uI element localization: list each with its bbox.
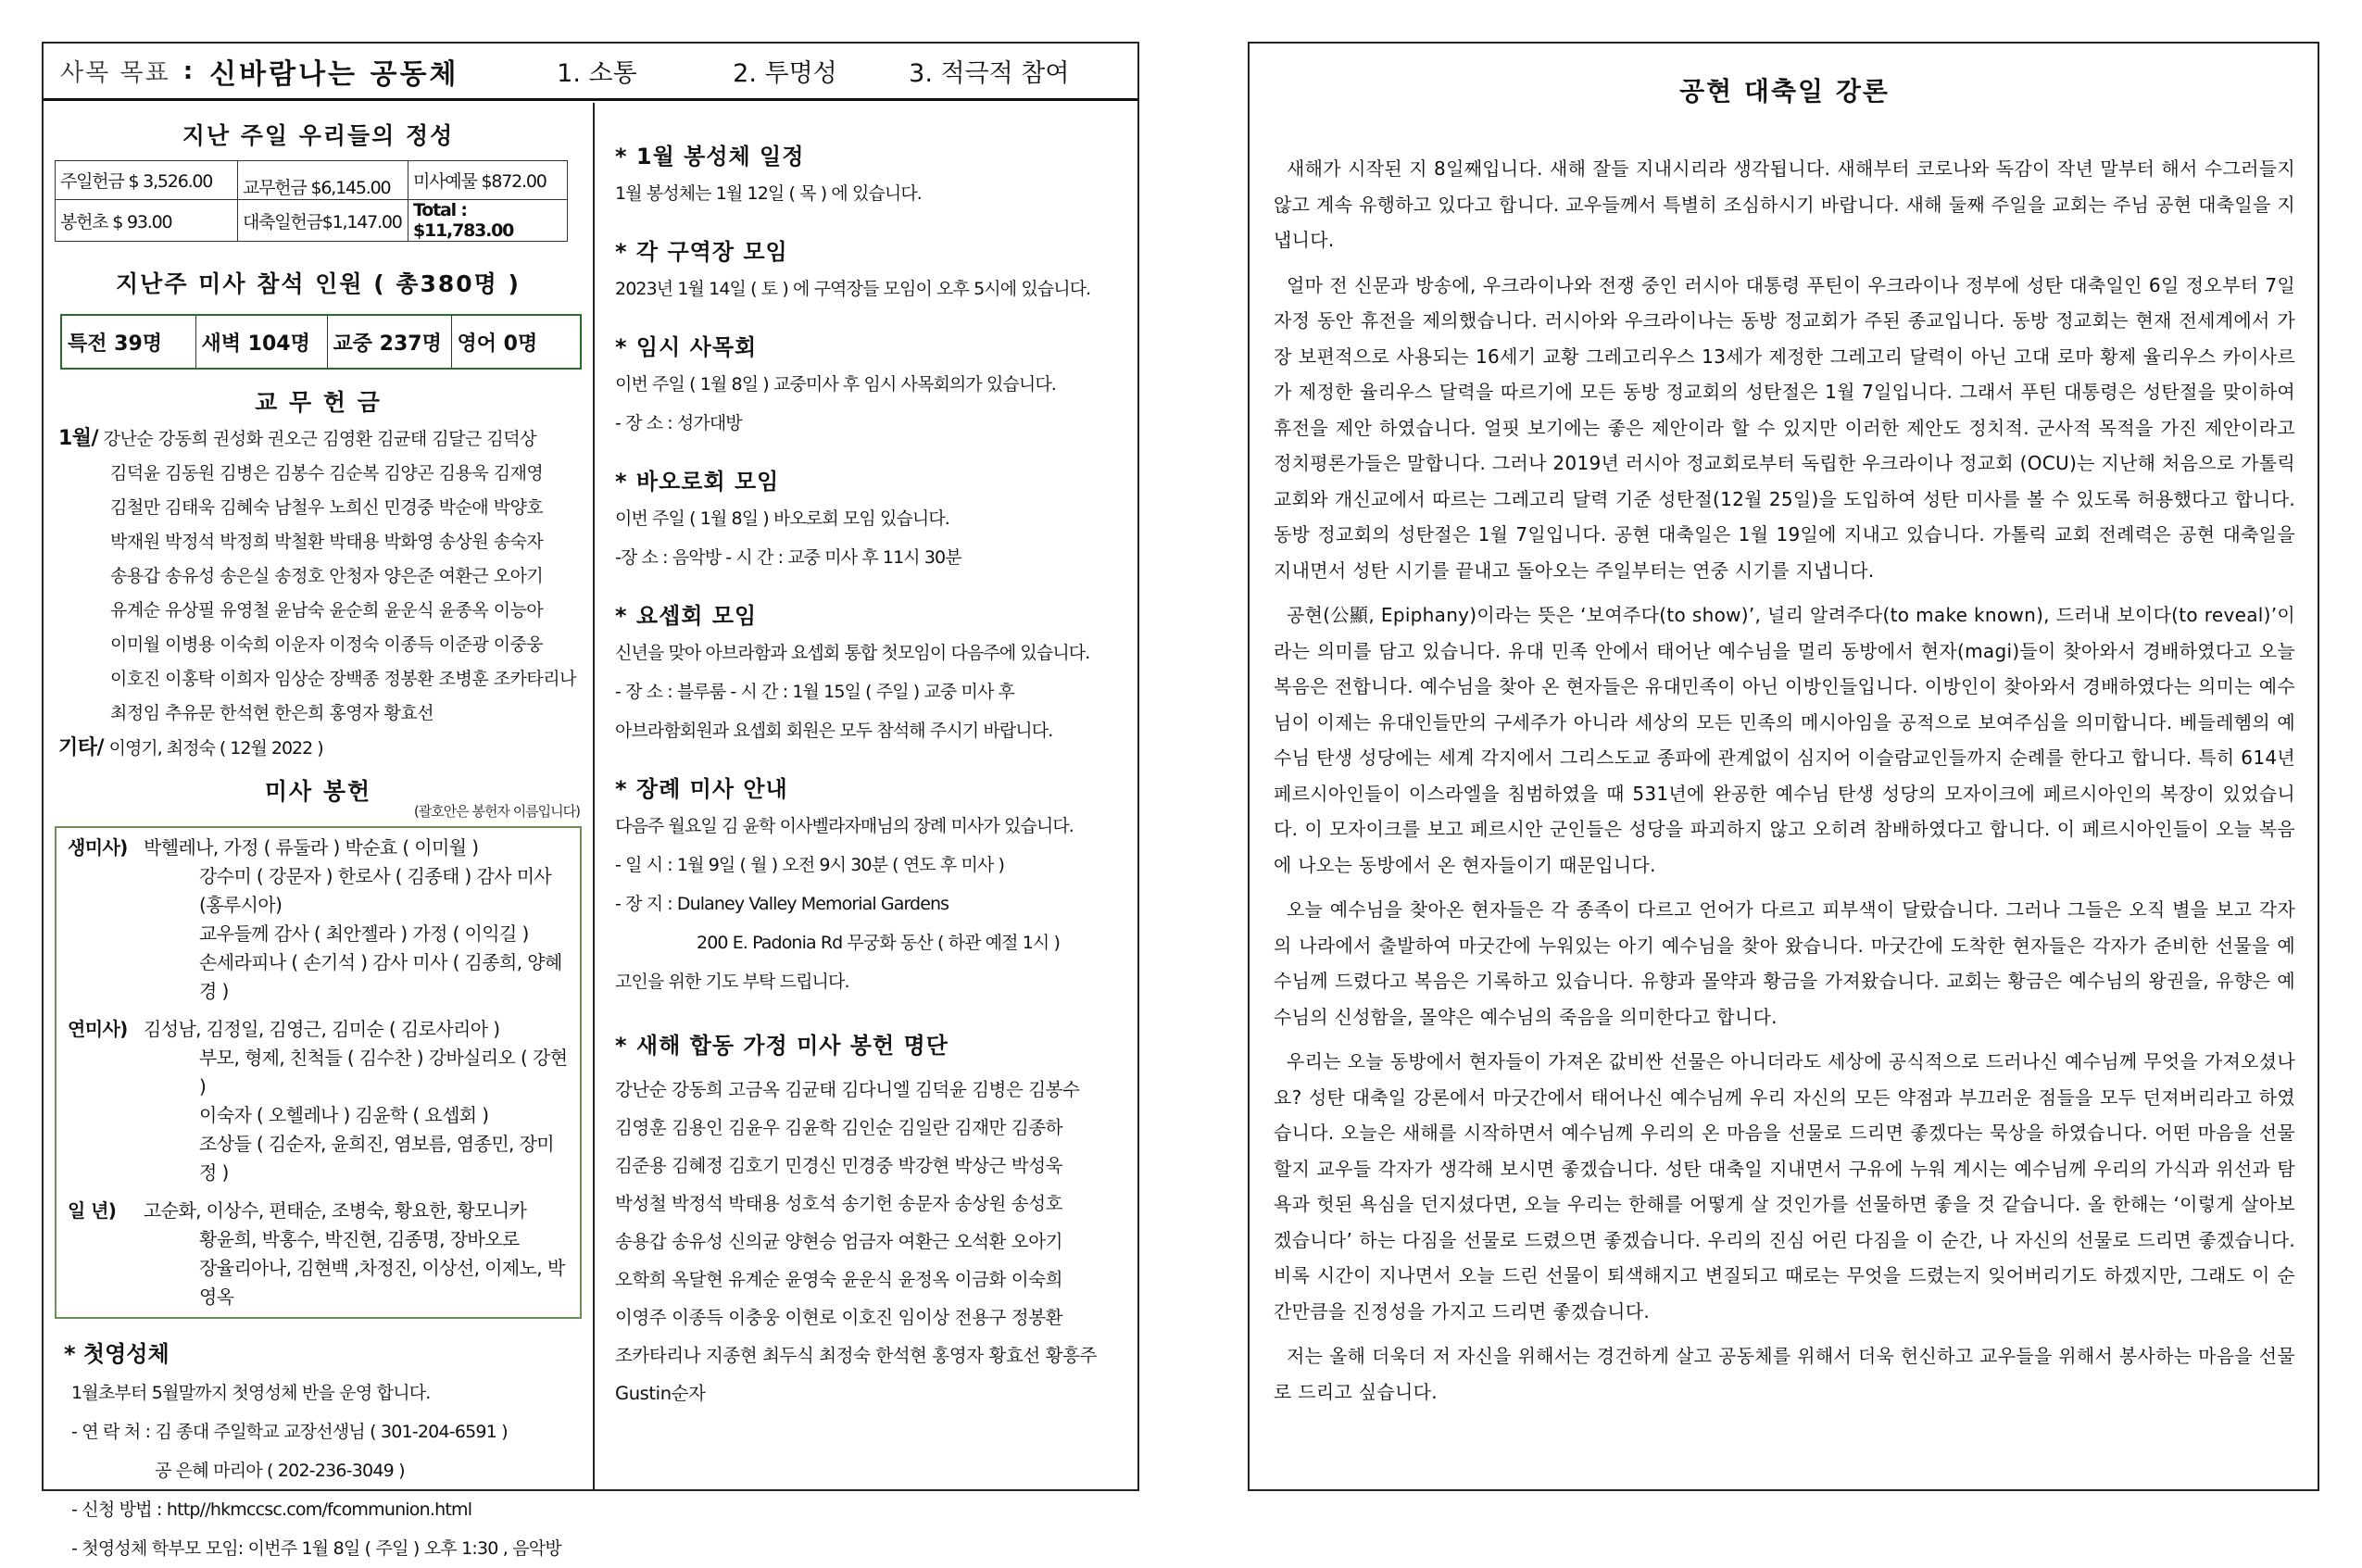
family-mass-name-list bbox=[615, 1071, 1121, 1412]
notice-line: 아브라함회원과 요셉회 회원은 모두 참석해 주시기 바랍니다. bbox=[615, 721, 1053, 741]
mass-line: 손세라피나 ( 손기석 ) 감사 미사 ( 김종희, 양혜경 ) bbox=[199, 951, 562, 1002]
epiphany-offering: 대축일헌금$1,147.00 bbox=[238, 200, 408, 242]
mass-offering-title: 미사 봉헌 bbox=[264, 778, 372, 805]
notice-line: 이번 주일 ( 1월 8일 ) 교중미사 후 임시 사목회의가 있습니다. bbox=[615, 374, 1056, 395]
mass-line: 부모, 형제, 친척들 ( 김수찬 ) 강바실리오 ( 강현 ) bbox=[199, 1047, 568, 1098]
dues-donor-line: 최정임 추유문 한석현 한은희 홍영자 황효선 bbox=[110, 703, 434, 723]
notice-family-mass bbox=[615, 1027, 1121, 1412]
notice-pastoral-council bbox=[615, 329, 1121, 443]
candle-offering: 봉헌초 $ 93.00 bbox=[56, 200, 238, 242]
goal-label: 사목 목표 bbox=[60, 59, 170, 87]
notice-title: * 1월 봉성체 일정 bbox=[615, 144, 805, 169]
name-line: 강난순 강동희 고금옥 김균태 김다니엘 김덕윤 김병은 김봉수 bbox=[615, 1079, 1080, 1100]
homily-paragraph: 우리는 오늘 동방에서 현자들이 가져온 값비싼 선물은 아니더라도 세상에 공식적으로 드러나신 예수님께 무엇을 가져오셨나요? 성탄 대축일 강론에서 마굿간에서 태어나신 예수님께 우리 자신의 모든 약점과 부끄러운 점들을 모두 던져버리라고 하였습니다. 오늘은 새해를 시작하면서 예수님께 우리의 온 마음을 선물로 드리면 좋겠다는 묵상을 하였습니다. 어떤 마음을 선물할지 교우들 각자가 생각해 보시면 좋겠습니다. 성탄 대축일 지내면서 구유에 누워 계시는 예수님께 우리의 가식과 위선과 탐욕과 헛된 욕심을 던지셨다면, 오늘 우리는 한해를 어떻게 살 것인가를 선물하면 좋을 것 같습니다. 올 한해는 ‘이렇게 살아보겠습니다’ 하는 다짐을 선물로 드렸으면 좋겠습니다. 우리의 진심 어린 다짐을 이 순간, 나 자신의 선물로 드리면 좋겠습니다. 비록 시간이 지나면서 오늘 드린 선물이 퇴색해지고 변질되고 때로는 무엇을 드렸는지 잊어버리기도 하겠지만, 그래도 이 순간만큼을 진정성을 가지고 드리면 좋겠습니다. bbox=[1274, 1050, 2295, 1323]
name-line: Gustin순자 bbox=[615, 1383, 706, 1404]
notice-title: * 임시 사목회 bbox=[615, 334, 758, 360]
name-line: 김준용 김혜정 김호기 민경신 민경중 박강현 박상근 박성욱 bbox=[615, 1155, 1063, 1176]
notice-joseph-society bbox=[615, 597, 1121, 750]
homily-page bbox=[1248, 42, 2319, 1491]
notice-line: - 장 지 : Dulaney Valley Memorial Gardens bbox=[615, 894, 949, 914]
notice-line: 신년을 맞아 아브라함과 요셉회 통합 첫모임이 다음주에 있습니다. bbox=[615, 643, 1090, 663]
mass-offering-box bbox=[55, 826, 582, 1319]
notice-communion-sick bbox=[615, 138, 1121, 213]
offering-title: 지난 주일 우리들의 정성 bbox=[182, 122, 455, 149]
notice-title: * 요셉회 모임 bbox=[615, 603, 758, 629]
first-communion-text bbox=[51, 1374, 585, 1568]
attendance-dawn: 새벽 104명 bbox=[195, 315, 327, 369]
goal-colon: : bbox=[182, 56, 194, 85]
mass-line: 조상들 ( 김순자, 윤희진, 염보름, 염종민, 장미정 ) bbox=[199, 1133, 555, 1184]
mass-line: 이숙자 ( 오헬레나 ) 김윤학 ( 요셉회 ) bbox=[199, 1104, 489, 1126]
notice-line: 1월 봉성체는 1월 12일 ( 목 ) 에 있습니다. bbox=[615, 183, 922, 204]
living-mass-group bbox=[68, 834, 569, 1006]
name-line: 송용갑 송유성 신의균 양현승 엄금자 여환근 오석환 오아기 bbox=[615, 1231, 1063, 1252]
notice-line: 200 E. Padonia Rd 무궁화 동산 ( 하관 예절 1시 ) bbox=[697, 933, 1061, 953]
mass-intention-offering: 미사예물 $872.00 bbox=[408, 161, 568, 200]
goal-item-3: 3. 적극적 참여 bbox=[909, 59, 1070, 88]
dues-donor-line: 유계순 유상필 유영철 윤남숙 윤순희 윤운식 윤종옥 이능아 bbox=[110, 600, 544, 621]
notice-district-meeting bbox=[615, 233, 1121, 308]
notice-line: - 장 소 : 블루룸 - 시 간 : 1월 15일 ( 주일 ) 교중 미사 후 bbox=[615, 682, 1015, 702]
dues-donor-line: 송용갑 송유성 송은실 송정호 안청자 양은준 여환근 오아기 bbox=[110, 566, 544, 586]
mass-line: 교우들께 감사 ( 최안젤라 ) 가정 ( 이익길 ) bbox=[199, 922, 529, 945]
notice-title: * 각 구역장 모임 bbox=[615, 239, 788, 265]
offering-table bbox=[55, 160, 568, 242]
notice-line: 2023년 1월 14일 ( 토 ) 에 구역장들 모임이 오후 5시에 있습니다. bbox=[615, 279, 1091, 299]
bulletin-left-page bbox=[42, 42, 1139, 1559]
pastoral-goal-header bbox=[44, 44, 1137, 101]
group-label: 생미사) bbox=[68, 836, 128, 859]
dues-other-line: 기타/ 이영기, 최정숙 ( 12월 2022 ) bbox=[58, 736, 323, 759]
dues-donor-line: 이미월 이병용 이숙희 이운자 이정숙 이종득 이준광 이중웅 bbox=[110, 634, 544, 655]
notice-funeral-mass bbox=[615, 771, 1121, 1001]
homily-paragraph: 공현(公顯, Epiphany)이라는 뜻은 ‘보여주다(to show)’, 널리 알려주다(to make known), 드러내 보이다(to reveal)’이라는 의미를 담고 있습니다. 유대 민족 안에서 태어난 예수님을 멀리 동방에서 현자(magi)들이 찾아와서 경배하였다고 오늘 복음은 전합니다. 예수님을 찾아 온 현자들은 유대민족이 아닌 이방인들입니다. 이방인이 찾아와서 경배하였다는 의미는 예수님이 이제는 유대인들만의 구세주가 아니라 세상의 모든 민족의 메시아임을 공적으로 보여주심을 의미합니다. 베들레헴의 예수님 탄생 성당에는 세계 각지에서 그리스도교 종파에 관계없이 심지어 이슬람교인들까지 순례를 한다고 합니다. 특히 614년 페르시아인들이 이스라엘을 침범하였을 때 531년에 완공한 예수님 탄생 성당의 모자이크에 페르시아인의 복장이 있었습니다. 이 모자이크를 보고 페르시안 군인들은 성당을 파괴하지 않고 오히려 참배하였다고 합니다. 이 페르시아인들이 오늘 복음에 나오는 동방에서 온 현자들이기 때문입니다. bbox=[1274, 604, 2295, 876]
mass-line: 김성남, 김정일, 김영근, 김미순 ( 김로사리아 ) bbox=[144, 1018, 500, 1040]
month-label: 1월/ bbox=[58, 427, 99, 450]
homily-paragraph: 얼마 전 신문과 방송에, 우크라이나와 전쟁 중인 러시아 대통령 푸틴이 우크라이나 정부에 성탄 대축일인 6일 정오부터 7일 자정 동안 휴전을 제의했습니다. 러시아와 우크라이나는 동방 정교회가 주된 종교입니다. 동방 정교회는 현재 전세계에서 가장 보편적으로 사용되는 16세기 교황 그레고리우스 13세가 제정한 그레고리 달력이 아닌 고대 로마 황제 율리우스 카이사르가 제정한 율리우스 달력을 따르기에 모든 동방 정교회의 성탄절은 1월 7일입니다. 그래서 푸틴 대통령은 성탄절을 맞이하여 휴전을 제안 하였습니다. 얼핏 보기에는 좋은 제안이라 할 수 있지만 이러한 제안도 정치적. 군사적 목적을 가진 제안이라고 정치평론가들은 말합니다. 그러나 2019년 러시아 정교회로부터 독립한 우크라이나 정교회 (OCU)는 지난해 처음으로 가톨릭 교회와 개신교에서 따르는 그레고리 달력 기준 성탄절(12월 25일)을 도입하여 성탄 미사를 볼 수 있도록 허용했다고 합니다. 동방 정교회의 성탄절은 1월 7일입니다. 공현 대축일은 1월 19일에 지내고 있습니다. 가톨릭 교회 전례력은 공현 대축일을 지내면서 성탄 시기를 끝내고 돌아오는 주일부터는 연중 시기를 지냅니다. bbox=[1274, 273, 2295, 582]
notice-line: -장 소 : 음악방 - 시 간 : 교중 미사 후 11시 30분 bbox=[615, 547, 961, 568]
dues-donor-line: 김덕윤 김동원 김병은 김봉수 김순복 김양곤 김용욱 김재영 bbox=[110, 463, 544, 483]
dues-donor-line: 1월/ 강난순 강동희 권성화 권오근 김영환 김균태 김달근 김덕상 bbox=[58, 427, 536, 450]
notice-title: * 장례 미사 안내 bbox=[615, 776, 788, 802]
attendance-title: 지난주 미사 참석 인원 ( 총380명 ) bbox=[116, 270, 521, 297]
first-communion-title: * 첫영성체 bbox=[64, 1341, 170, 1367]
notice-title: * 바오로회 모임 bbox=[615, 469, 780, 495]
mass-line: 장율리아나, 김현백 ,차정진, 이상선, 이제노, 박영옥 bbox=[199, 1257, 565, 1308]
attendance-saturday: 특전 39명 bbox=[61, 315, 195, 369]
name-line: 조카타리나 지종현 최두식 최정숙 한석현 홍영자 황효선 황흥주 bbox=[615, 1345, 1097, 1366]
homily-title: 공현 대축일 강론 bbox=[1679, 76, 1890, 107]
attendance-main: 교중 237명 bbox=[327, 315, 451, 369]
goal-item-2: 2. 투명성 bbox=[733, 59, 837, 88]
dues-donor-line: 김철만 김태욱 김혜숙 남철우 노희신 민경중 박순애 박양호 bbox=[110, 497, 544, 518]
name-line: 이영주 이종득 이충웅 이현로 이호진 임이상 전용구 정봉환 bbox=[615, 1307, 1063, 1328]
mass-line: 고순화, 이상수, 편태순, 조병숙, 황요한, 황모니카 bbox=[144, 1199, 527, 1222]
name-line: 오학희 옥달현 유계순 윤영숙 윤운식 윤정옥 이금화 이숙희 bbox=[615, 1269, 1063, 1290]
dues-offering: 교무헌금 $6,145.00 bbox=[238, 161, 408, 200]
attendance-english: 영어 0명 bbox=[451, 315, 581, 369]
fc-line: 1월초부터 5월말까지 첫영성체 반을 운영 합니다. bbox=[71, 1383, 431, 1403]
memorial-mass-group bbox=[68, 1015, 569, 1187]
goal-item-1: 1. 소통 bbox=[557, 59, 637, 88]
goal-text: 신바람나는 공동체 bbox=[209, 57, 459, 91]
notice-line: - 일 시 : 1월 9일 ( 월 ) 오전 9시 30분 ( 연도 후 미사 ) bbox=[615, 855, 1005, 875]
notice-line: - 장 소 : 성가대방 bbox=[615, 413, 742, 433]
mass-line: 황윤희, 박홍수, 박진현, 김종명, 장바오로 bbox=[199, 1228, 520, 1250]
left-column bbox=[44, 103, 595, 1559]
yearly-mass-group bbox=[68, 1197, 569, 1311]
notice-line: 이번 주일 ( 1월 8일 ) 바오로회 모임 있습니다. bbox=[615, 508, 949, 529]
homily-paragraph: 저는 올해 더욱더 저 자신을 위해서는 경건하게 살고 공동체를 위해서 더욱 헌신하고 교우들을 위해서 봉사하는 마음을 선물로 드리고 싶습니다. bbox=[1274, 1345, 2295, 1403]
right-column bbox=[597, 103, 1139, 1491]
dues-donor-list bbox=[51, 421, 585, 766]
notice-line: 다음주 월요일 김 윤학 이사벨라자매님의 장례 미사가 있습니다. bbox=[615, 816, 1074, 836]
fc-link-line[interactable]: - 신청 방법 : http//hkmccsc.com/fcommunion.html bbox=[71, 1499, 472, 1520]
attendance-table bbox=[60, 314, 582, 370]
dues-donors-title: 교 무 헌 금 bbox=[255, 389, 382, 416]
offering-total: Total : $11,783.00 bbox=[408, 200, 568, 242]
homily-paragraph: 오늘 예수님을 찾아온 현자들은 각 종족이 다르고 언어가 다르고 피부색이 달랐습니다. 그러나 그들은 오직 별을 보고 각자의 나라에서 출발하여 마굿간에 누워있는 아기 예수님을 찾아 왔습니다. 마굿간에 도착한 현자들은 각자가 준비한 선물을 예수님께 드렸다고 복음은 기록하고 있습니다. 유향과 몰약과 황금을 가져왔습니다. 교회는 황금은 예수님의 왕권을, 유향은 예수님의 신성함을, 몰약은 예수님의 죽음을 의미한다고 합니다. bbox=[1274, 898, 2295, 1028]
dues-donor-line: 박재원 박정석 박정희 박철환 박태용 박화영 송상원 송숙자 bbox=[110, 532, 544, 552]
group-label: 연미사) bbox=[68, 1018, 128, 1040]
notice-line: 고인을 위한 기도 부탁 드립니다. bbox=[615, 972, 849, 992]
fc-line: - 첫영성체 학부모 모임: 이번주 1월 8일 ( 주일 ) 오후 1:30 , 음악방 bbox=[71, 1538, 561, 1559]
homily-paragraph: 새해가 시작된 지 8일째입니다. 새해 잘들 지내시리라 생각됩니다. 새해부터 코로나와 독감이 작년 말부터 해서 수그러들지 않고 계속 유행하고 있다고 합니다. 교우들께서 특별히 조심하시기 바랍니다. 새해 둘째 주일을 교회는 주님 공현 대축일을 지냅니다. bbox=[1274, 157, 2295, 251]
notice-paul-society bbox=[615, 463, 1121, 577]
notice-title: * 새해 합동 가정 미사 봉헌 명단 bbox=[615, 1033, 949, 1059]
mass-line: 박헬레나, 가정 ( 류둘라 ) 박순효 ( 이미월 ) bbox=[144, 836, 479, 859]
group-label: 일 년) bbox=[68, 1199, 117, 1222]
fc-line: 공 은혜 마리아 ( 202-236-3049 ) bbox=[155, 1461, 405, 1481]
mass-line: 강수미 ( 강문자 ) 한로사 ( 김종태 ) 감사 미사 (홍루시아) bbox=[199, 865, 552, 916]
other-label: 기타/ bbox=[58, 736, 105, 759]
name-line: 박성철 박정석 박태용 성호석 송기헌 송문자 송상원 송성호 bbox=[615, 1193, 1063, 1214]
dues-donor-line: 이호진 이홍탁 이희자 임상순 장백종 정봉환 조병훈 조카타리나 bbox=[110, 669, 576, 689]
sunday-offering: 주일헌금 $ 3,526.00 bbox=[56, 161, 238, 200]
mass-offering-note: (괄호안은 봉헌자 이름입니다) bbox=[413, 803, 580, 820]
name-line: 김영훈 김용인 김윤우 김윤학 김인순 김일란 김재만 김종하 bbox=[615, 1117, 1063, 1138]
fc-line: - 연 락 처 : 김 종대 주일학교 교장선생님 ( 301-204-6591 ) bbox=[71, 1422, 508, 1442]
